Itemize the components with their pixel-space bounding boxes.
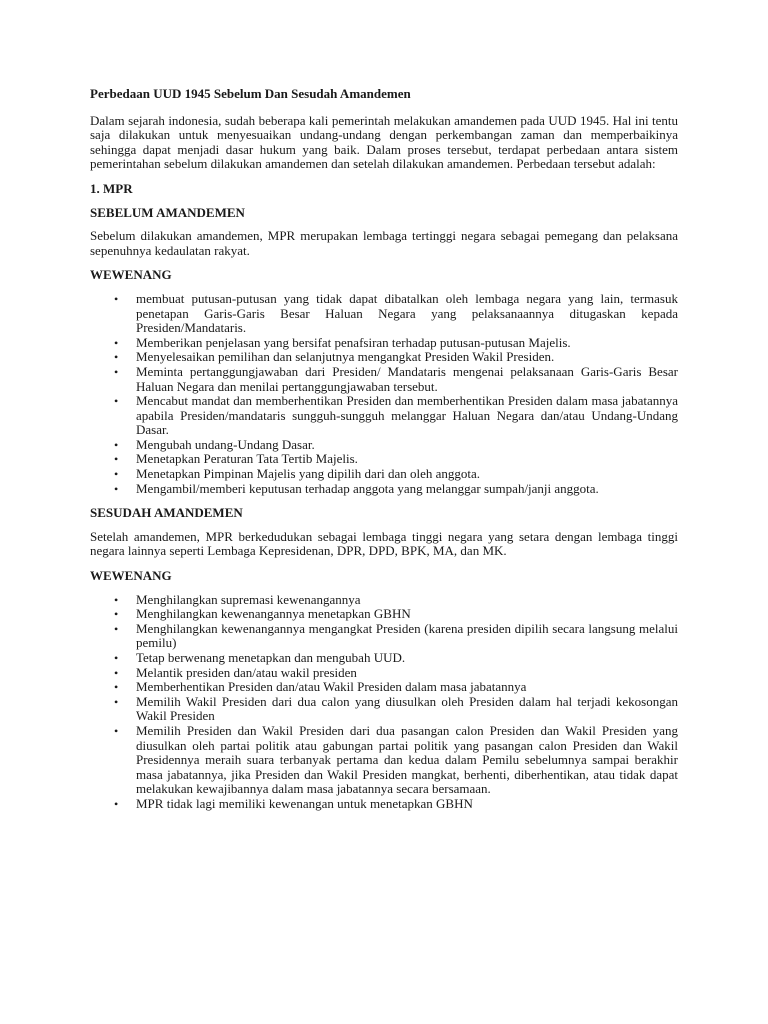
list-item: [90, 336, 678, 351]
list-item-text: Meminta pertanggungjawaban dari Presiden/ Mandataris mengenai pelaksanaan Garis-Garis Besar Haluan Negara dan menilai pertanggungjawaban tersebut.: [136, 363, 678, 394]
bullet-icon: •: [114, 680, 119, 695]
list-item: [90, 680, 678, 695]
bullet-icon: •: [114, 694, 119, 709]
list-item: [90, 797, 678, 812]
bullet-icon: •: [114, 607, 119, 622]
list-item-text: Memilih Presiden dan Wakil Presiden dari dua pasangan calon Presiden dan Wakil Presiden yang diusulkan oleh partai politik atau gabungan partai politik yang pasangan calon Presiden dan Wakil Presidennya meraih suara terbanyak pertama dan kedua dalam Pemilu sebelumnya sampai berakhir masa jabatannya, jika Presiden dan Wakil Presiden mangkat, berhenti, diberhentikan, atau tidak dapat melakukan kewajibannya dalam masa jabatannya secara bersamaan.: [136, 722, 678, 797]
list-item: [90, 666, 678, 681]
list-item-text: Memilih Wakil Presiden dari dua calon yang diusulkan oleh Presiden dalam hal terjadi kekosongan Wakil Presiden: [136, 693, 678, 724]
list-item-text: Tetap berwenang menetapkan dan mengubah UUD.: [136, 650, 406, 665]
list-item-text: Menghilangkan kewenangannya menetapkan GBHN: [136, 606, 411, 622]
section-heading-mpr: 1. MPR: [90, 180, 133, 196]
bullet-icon: •: [114, 665, 119, 680]
list-item-text: Menyelesaikan pemilihan dan selanjutnya mengangkat Presiden Wakil Presiden.: [136, 349, 555, 365]
list-item: [90, 292, 678, 336]
before-amendment-paragraph: Sebelum dilakukan amandemen, MPR merupakan lembaga tertinggi negara sebagai pemegang dan pelaksana sepenuhnya kedaulatan rakyat.: [90, 228, 678, 258]
list-item: [90, 350, 678, 365]
list-item: [90, 452, 678, 467]
bullet-icon: •: [114, 394, 119, 409]
before-authority-heading: WEWENANG: [90, 267, 172, 283]
after-amendment-heading: SESUDAH AMANDEMEN: [90, 505, 243, 521]
list-item-text: Memberikan penjelasan yang bersifat penafsiran terhadap putusan-putusan Majelis.: [136, 334, 571, 350]
list-item: [90, 622, 678, 651]
list-item: [90, 438, 678, 453]
list-item-text: MPR tidak lagi memiliki kewenangan untuk menetapkan GBHN: [136, 795, 473, 811]
list-item-text: Menghilangkan kewenangannya mengangkat Presiden (karena presiden dipilih secara langsung melalui pemilu): [136, 620, 678, 651]
list-item-text: Mencabut mandat dan memberhentikan Presiden dan memberhentikan Presiden dalam masa jabatannya apabila Presiden/mandataris sungguh-sungguh melanggar Haluan Negara dan/atau Undang-Undang Dasar.: [136, 393, 678, 438]
before-authority-list: [90, 292, 678, 496]
list-item: [90, 593, 678, 608]
bullet-icon: •: [114, 481, 119, 496]
list-item: [90, 482, 678, 497]
bullet-icon: •: [114, 467, 119, 482]
list-item: [90, 724, 678, 797]
bullet-icon: •: [114, 364, 119, 379]
list-item-text: Mengambil/memberi keputusan terhadap anggota yang melanggar sumpah/janji anggota.: [136, 480, 599, 496]
list-item: [90, 607, 678, 622]
bullet-icon: •: [114, 291, 119, 306]
list-item-text: Menghilangkan supremasi kewenangannya: [136, 591, 361, 607]
after-amendment-paragraph: Setelah amandemen, MPR berkedudukan sebagai lembaga tinggi negara yang setara dengan lembaga tinggi negara lainnya seperti Lembaga Kepresidenan, DPR, DPD, BPK, MA, dan MK.: [90, 528, 678, 559]
after-authority-list: [90, 593, 678, 812]
list-item-text: Memberhentikan Presiden dan/atau Wakil Presiden dalam masa jabatannya: [136, 679, 527, 695]
list-item: [90, 695, 678, 724]
list-item: [90, 651, 678, 666]
before-amendment-heading: SEBELUM AMANDEMEN: [90, 204, 245, 220]
intro-paragraph: Dalam sejarah indonesia, sudah beberapa kali pemerintah melakukan amandemen pada UUD 1945. Hal ini tentu saja dilakukan untuk menyesuaikan undang-undang dengan perkembangan zaman dan memperbaikinya sehingga dapat menjadi dasar hukum yang baik. Dalam proses tersebut, terdapat perbedaan antara sistem pemerintahan sebelum dilakukan amandemen dan setelah dilakukan amandemen. Perbedaan tersebut adalah:: [90, 112, 678, 172]
list-item-text: Menetapkan Peraturan Tata Tertib Majelis.: [136, 451, 358, 467]
list-item-text: Melantik presiden dan/atau wakil presiden: [136, 664, 357, 680]
list-item-text: Mengubah undang-Undang Dasar.: [136, 436, 315, 452]
document-title: Perbedaan UUD 1945 Sebelum Dan Sesudah Amandemen: [90, 86, 411, 101]
bullet-icon: •: [114, 452, 119, 467]
list-item-text: Menetapkan Pimpinan Majelis yang dipilih dari dan oleh anggota.: [136, 466, 481, 482]
bullet-icon: •: [114, 621, 119, 636]
bullet-icon: •: [114, 651, 119, 665]
bullet-icon: •: [114, 592, 119, 607]
list-item: [90, 394, 678, 438]
after-authority-heading: WEWENANG: [90, 568, 172, 584]
list-item: [90, 365, 678, 394]
bullet-icon: •: [114, 723, 119, 738]
list-item: [90, 467, 678, 482]
document-page: [90, 87, 678, 822]
list-item-text: membuat putusan-putusan yang tidak dapat dibatalkan oleh lembaga negara yang lain, termasuk penetapan Garis-Garis Besar Haluan Negara yang pelaksanaannya ditugaskan kepada Presiden/Mandataris.: [136, 290, 678, 336]
bullet-icon: •: [114, 335, 119, 350]
bullet-icon: •: [114, 437, 119, 452]
bullet-icon: •: [114, 350, 119, 365]
bullet-icon: •: [114, 796, 119, 811]
